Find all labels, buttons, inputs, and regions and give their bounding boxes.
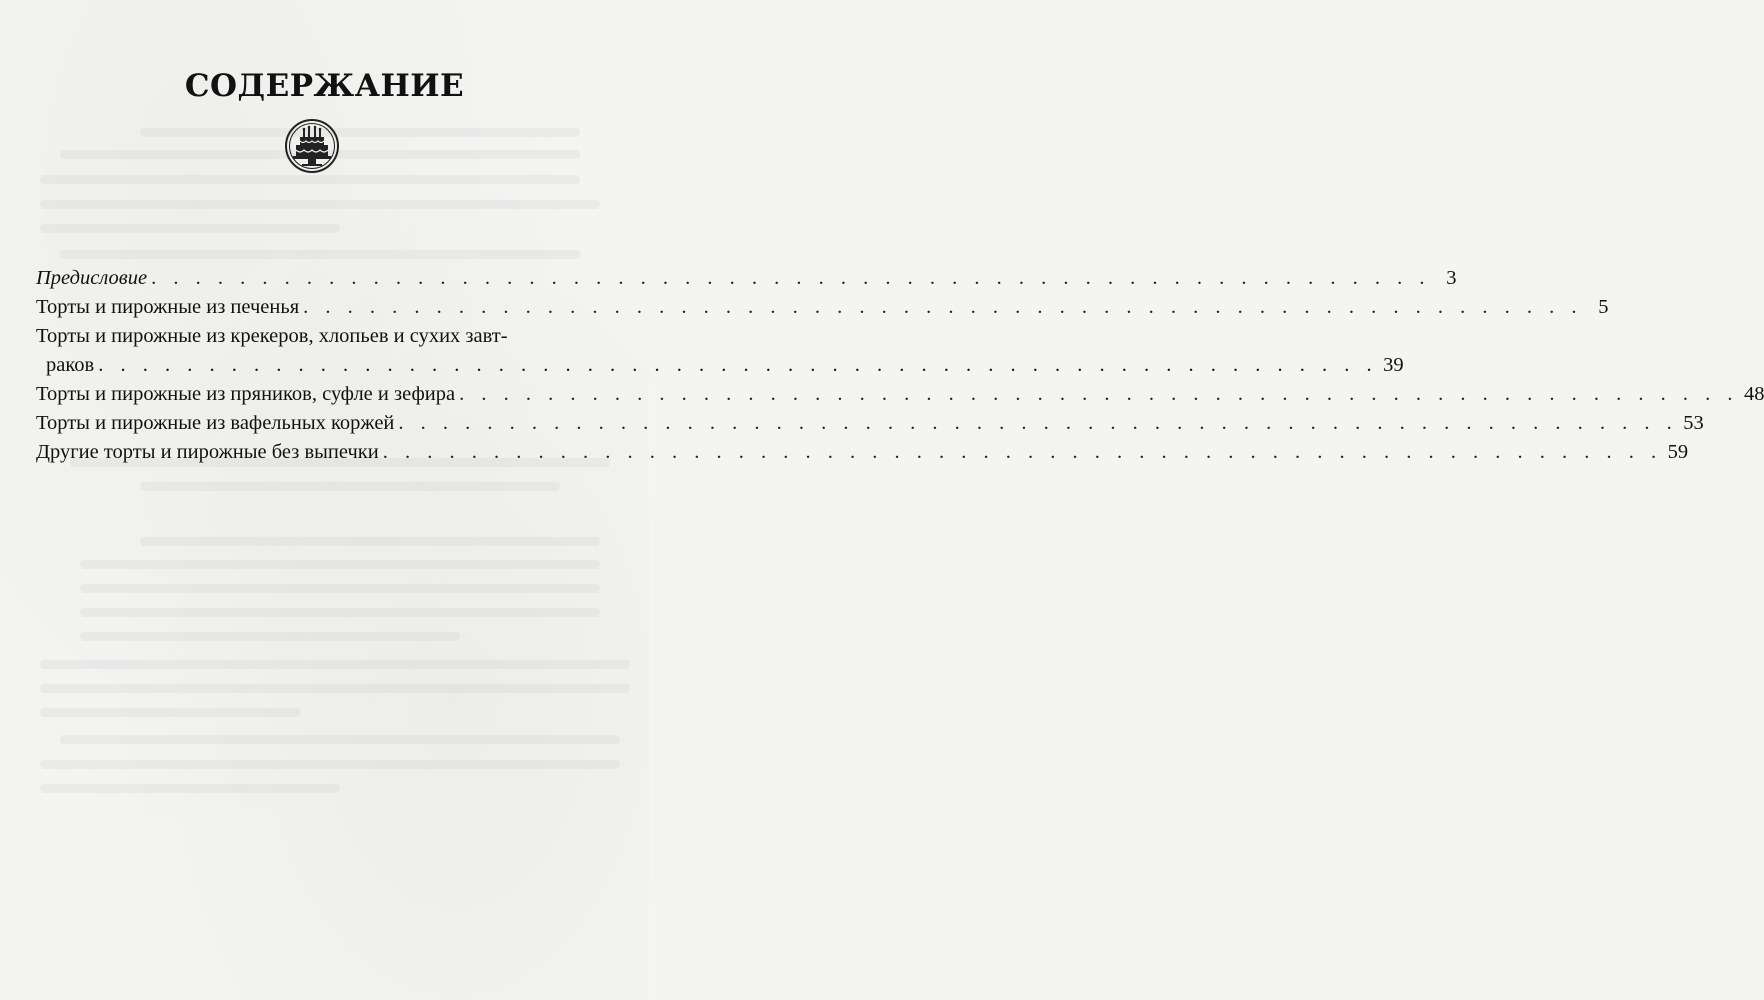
toc-entry[interactable] bbox=[36, 264, 1457, 293]
dot-leader: . . . . . . . . . . . . . . . . . . . . . . . . . . . . . . . . . . . . . . . . . . . . . . . . . . . . . . . . . . bbox=[382, 441, 1663, 463]
toc-entry[interactable] bbox=[36, 322, 1404, 380]
toc-entry-title: Торты и пирожные из вафельных коржей bbox=[36, 412, 395, 434]
toc-entry-title: Предисловие bbox=[36, 267, 148, 289]
toc-entry[interactable] bbox=[36, 409, 1704, 438]
toc-entry-page: 5 bbox=[1598, 296, 1609, 318]
dot-leader: . . . . . . . . . . . . . . . . . . . . . . . . . . . . . . . . . . . . . . . . . . . . . . . . . . . . . . . . . . bbox=[303, 296, 1583, 318]
dot-leader: . . . . . . . . . . . . . . . . . . . . . . . . . . . . . . . . . . . . . . . . . . . . . . . . . . . . . . . . . . bbox=[459, 383, 1739, 405]
dot-leader: . . . . . . . . . . . . . . . . . . . . . . . . . . . . . . . . . . . . . . . . . . . . . . . . . . . . . . . . . . bbox=[98, 354, 1378, 376]
dot-leader: . . . . . . . . . . . . . . . . . . . . . . . . . . . . . . . . . . . . . . . . . . . . . . . . . . . . . . . . . . bbox=[151, 267, 1431, 289]
toc-entry-title-line2: раков bbox=[46, 354, 95, 376]
toc-entry-title: Торты и пирожные из печенья bbox=[36, 296, 300, 318]
toc-entry-title-line1: Торты и пирожные из крекеров, хлопьев и сухих завт- bbox=[36, 325, 508, 347]
toc-entry[interactable] bbox=[36, 380, 1764, 409]
toc-entry-title: Торты и пирожные из пряников, суфле и зефира bbox=[36, 383, 456, 405]
toc-entry-page: 53 bbox=[1683, 412, 1704, 434]
toc-entry-page: 59 bbox=[1667, 441, 1689, 463]
table-of-contents bbox=[36, 264, 1764, 467]
toc-entry-page: 3 bbox=[1446, 267, 1457, 289]
toc-entry-page: 48 bbox=[1743, 383, 1764, 405]
page-title: СОДЕРЖАНИЕ bbox=[184, 68, 465, 104]
toc-entry-title: Другие торты и пирожные без выпечки bbox=[36, 441, 379, 463]
toc-entry[interactable] bbox=[36, 438, 1689, 467]
cake-icon bbox=[284, 118, 340, 174]
toc-entry-page: 39 bbox=[1383, 354, 1404, 376]
toc-entry[interactable] bbox=[36, 293, 1609, 322]
dot-leader: . . . . . . . . . . . . . . . . . . . . . . . . . . . . . . . . . . . . . . . . . . . . . . . . . . . . . . . . . . bbox=[398, 412, 1678, 434]
